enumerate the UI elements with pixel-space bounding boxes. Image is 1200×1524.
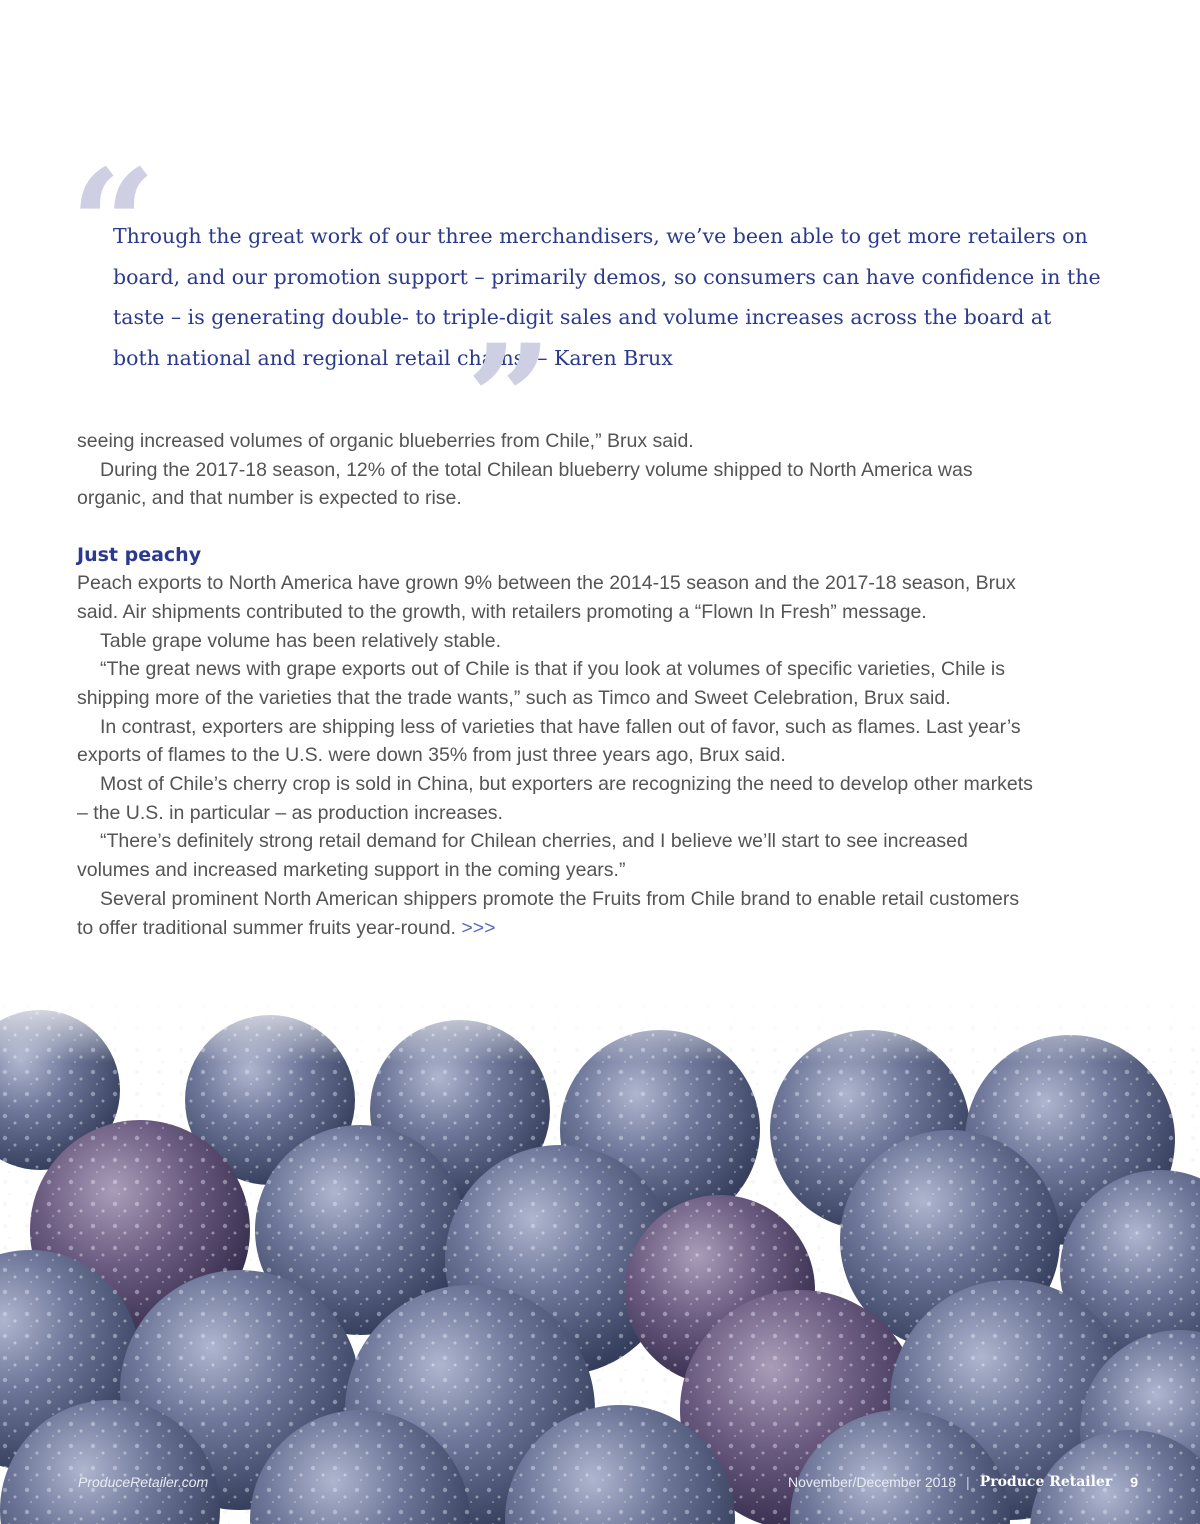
section-heading: Just peachy <box>77 544 202 567</box>
footer-issue-date: November/December 2018 <box>787 1474 957 1490</box>
open-quote-mark: “ <box>70 137 157 313</box>
article-paragraph: “The great news with grape exports out of Chile is that if you look at volumes of specific varieties, Chile is shipping more of the varieties that the trade wants,” such as Timco and Sweet Celebration, Brux said. <box>77 658 1005 709</box>
page-footer <box>0 1472 1200 1492</box>
page-number: 9 <box>1130 1474 1138 1490</box>
article-paragraph: Table grape volume has been relatively stable. <box>100 629 502 652</box>
article-paragraph: During the 2017-18 season, 12% of the total Chilean blueberry volume shipped to North America was organic, and that number is expected to rise. <box>77 458 973 510</box>
pull-quote-text: Through the great work of our three merchandisers, we’ve been able to get more retailers on board, and our promotion support – primarily demos, so consumers can have confidence in the taste – is generating double- to triple-digit sales and volume increases across the board at both national and regional retail chains. – Karen Brux <box>113 224 1101 370</box>
footer-magazine-name: Produce Retailer <box>979 1474 1113 1490</box>
blueberries-photo <box>0 1000 1200 1524</box>
article-body <box>77 427 1037 942</box>
footer-separator: | <box>966 1474 970 1490</box>
article-paragraph: Peach exports to North America have grown 9% between the 2014-15 season and the 2017-18 season, Brux said. Air shipments contributed to the growth, with retailers promoting a “Flown In Fresh” message. <box>77 572 1016 623</box>
close-quote-mark: ” <box>466 312 553 488</box>
footer-website[interactable]: ProduceRetailer.com <box>78 1474 209 1490</box>
article-paragraph <box>77 885 1037 942</box>
continue-marker[interactable]: >>> <box>461 916 496 939</box>
article-paragraph: Most of Chile’s cherry crop is sold in China, but exporters are recognizing the need to develop other markets – the U.S. in particular – as production increases. <box>77 773 1033 824</box>
article-paragraph-text: Several prominent North American shippers promote the Fruits from Chile brand to enable retail customers to offer traditional summer fruits year-round. <box>77 887 1020 939</box>
berry-cluster <box>0 1000 1200 1524</box>
blueberries-illustration <box>0 1000 1200 1524</box>
article-paragraph: In contrast, exporters are shipping less of varieties that have fallen out of favor, such as flames. Last year’s exports of flames to the U.S. were down 35% from just three years ago, Brux said. <box>77 715 1021 767</box>
footer-right <box>788 1472 1138 1492</box>
article-paragraph: seeing increased volumes of organic blueberries from Chile,” Brux said. <box>77 430 694 452</box>
section-spacer <box>77 513 1037 541</box>
article-paragraph: “There’s definitely strong retail demand for Chilean cherries, and I believe we’ll start to see increased volumes and increased marketing support in the coming years.” <box>77 830 968 882</box>
